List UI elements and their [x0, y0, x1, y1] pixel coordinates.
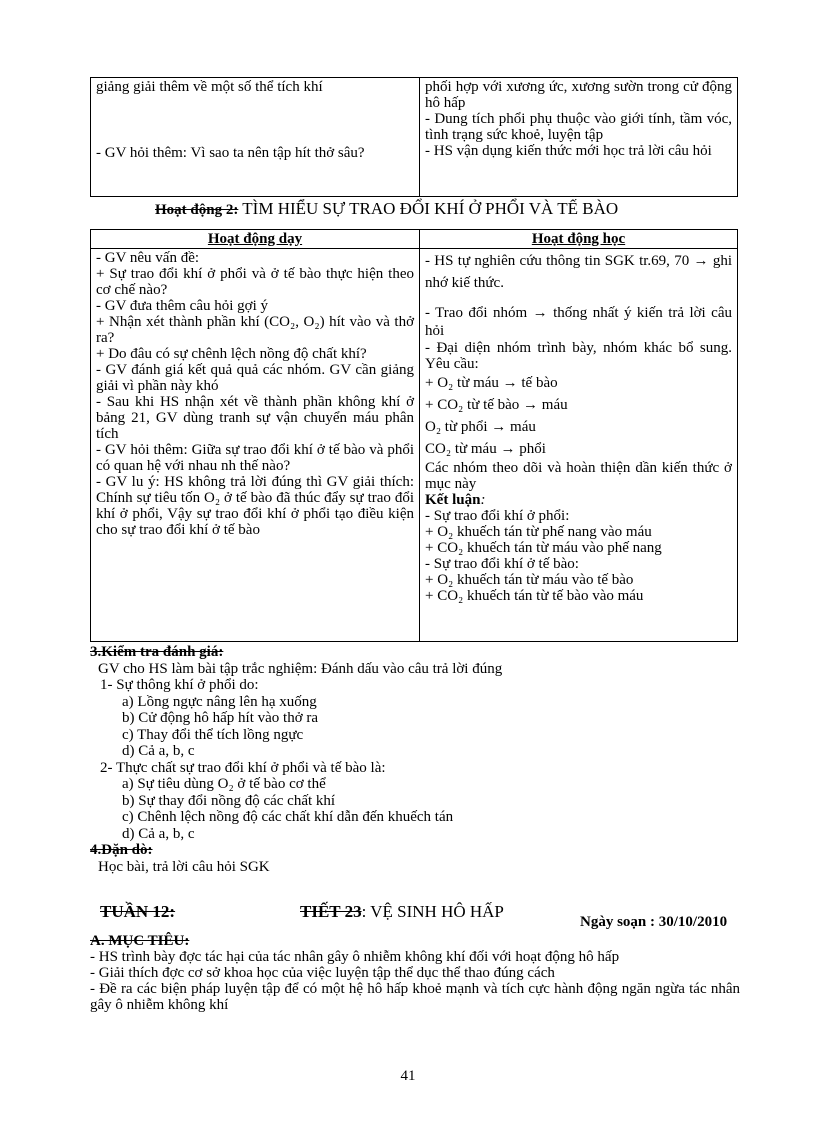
learn-line: - HS tự nghiên cứu thông tin SGK tr.69, 70 → ghi nhớ kiế thức.: [425, 253, 732, 291]
answer-option[interactable]: b) Cử động hô hấp hít vào thở ra: [122, 710, 319, 726]
text-line: giảng giải thêm về một số thể tích khí: [96, 79, 323, 95]
answer-option[interactable]: c) Thay đổi thể tích lồng ngực: [122, 726, 304, 743]
column-header-teach: Hoạt động dạy: [91, 230, 420, 249]
teach-line: + Sự trao đổi khí ở phổi và ở tế bào thực hiện theo cơ chế nào?: [96, 266, 414, 298]
learn-cell: [420, 249, 738, 642]
objective-item: - HS trình bày đợc tác hại của tác nhân gây ô nhiễm không khí đối với hoạt động hô hấp: [90, 949, 620, 965]
conclusion-line: - Sự trao đổi khí ở phổi:: [425, 508, 570, 524]
top-table-right-cell: [420, 78, 738, 197]
objective-item: - Đề ra các biện pháp luyện tập để có một hệ hô hấp khoẻ mạnh và tích cực hành động ngăn ngừa tác nhân gây ô nhiễm không khí: [90, 981, 740, 1013]
week-label: TUẦN 12:: [100, 902, 176, 921]
homework-text: Học bài, trả lời câu hỏi SGK: [98, 858, 270, 875]
top-table: [90, 77, 738, 197]
activity-table: [90, 229, 738, 642]
learn-line: - Đại diện nhóm trình bày, nhóm khác bổ sung. Yêu cầu:: [425, 340, 732, 372]
lesson-title-row: [300, 902, 504, 922]
text-line: phối hợp với xương ức, xương sườn trong cử động hô hấp: [425, 79, 732, 111]
teach-line: + Do đâu có sự chênh lệch nồng độ chất khí?: [96, 346, 367, 362]
conclusion-line: + O₂ khuếch tán từ máu vào tế bào: [425, 572, 634, 588]
text-line: - Dung tích phổi phụ thuộc vào giới tính, tầm vóc, tình trạng sức khoẻ, luyện tập: [425, 111, 732, 143]
page-number: 41: [400, 1068, 416, 1084]
conclusion-line: + O₂ khuếch tán từ phế nang vào máu: [425, 524, 652, 540]
teach-line: - GV đưa thêm câu hỏi gợi ý: [96, 298, 269, 314]
question-1: 1- Sự thông khí ở phổi do:: [100, 677, 259, 693]
flow-line: O₂ từ phổi → máu: [425, 419, 536, 435]
learn-line: Các nhóm theo dõi và hoàn thiện dần kiến thức ở mục này: [425, 460, 732, 492]
teach-line: + Nhận xét thành phần khí (CO₂, O₂) hít vào và thở ra?: [96, 314, 414, 346]
objectives-heading: A. MỤC TIÊU:: [90, 933, 190, 949]
conclusion-line: - Sự trao đổi khí ở tế bào:: [425, 556, 579, 572]
teach-cell: [91, 249, 420, 642]
prepared-date: Ngày soạn : 30/10/2010: [580, 914, 728, 930]
activity-heading: [155, 199, 618, 219]
assessment-intro: GV cho HS làm bài tập trắc nghiệm: Đánh dấu vào câu trả lời đúng: [98, 660, 503, 677]
conclusion-line: + CO₂ khuếch tán từ máu vào phế nang: [425, 540, 662, 556]
objective-item: - Giải thích đợc cơ sở khoa học của việc luyện tập thể dục thể thao đúng cách: [90, 965, 555, 981]
conclusion-label: Kết luận: [425, 492, 481, 508]
text-line: - GV hỏi thêm: Vì sao ta nên tập hít thở sâu?: [96, 145, 365, 161]
teach-line: - Sau khi HS nhận xét về thành phần không khí ở bảng 21, GV dùng tranh sự vận chuyển máu phân tích: [96, 394, 414, 442]
teach-line: - GV hỏi thêm: Giữa sự trao đổi khí ở tế bào và phổi có quan hệ với nhau nh thế nào?: [96, 442, 414, 474]
answer-option[interactable]: c) Chênh lệch nồng độ các chất khí dẫn đến khuếch tán: [122, 809, 454, 825]
teach-line: - GV đánh giá kết quả quả các nhóm. GV cần giảng giải vì phần này khó: [96, 362, 414, 394]
period-label: TIẾT 23: [300, 902, 362, 921]
activity-label: Hoạt động 2:: [155, 202, 239, 218]
conclusion-heading: Kết luận:: [425, 492, 486, 508]
top-table-left-cell: [91, 78, 420, 197]
learn-line: - Trao đổi nhóm → thống nhất ý kiến trả lời câu hỏi: [425, 305, 732, 339]
flow-line: CO₂ từ máu → phổi: [425, 441, 546, 457]
teach-line: - GV lu ý: HS không trả lời đúng thì GV giải thích: Chính sự tiêu tốn O₂ ở tế bào đã thúc đẩy sự trao đổi khí ở phổi, Vậy sự trao đổi khí ở phổi tạo điều kiện cho sự trao đổi khí ở tế bào: [96, 474, 414, 538]
lesson-title: : VỆ SINH HÔ HẤP: [361, 902, 504, 921]
answer-option[interactable]: b) Sự thay đổi nồng độ các chất khí: [122, 792, 336, 809]
conclusion-line: + CO₂ khuếch tán từ tế bào vào máu: [425, 588, 644, 604]
text-line: - HS vận dụng kiến thức mới học trả lời câu hỏi: [425, 143, 712, 159]
answer-option[interactable]: d) Cả a, b, c: [122, 825, 195, 842]
answer-option[interactable]: a) Lồng ngực nâng lên hạ xuống: [122, 693, 317, 710]
teach-line: - GV nêu vấn đề:: [96, 250, 200, 266]
answer-option[interactable]: a) Sự tiêu dùng O₂ ở tế bào cơ thể: [122, 776, 326, 792]
flow-line: + CO₂ từ tế bào → máu: [425, 397, 568, 413]
objectives-section: [90, 933, 740, 1013]
assessment-section: [90, 644, 740, 875]
column-header-learn: Hoạt động học: [420, 230, 738, 249]
homework-heading: 4.Dặn dò:: [90, 842, 153, 858]
flow-line: + O₂ từ máu → tế bào: [425, 375, 558, 391]
activity-title: TÌM HIỂU SỰ TRAO ĐỔI KHÍ Ở PHỔI VÀ TẾ BÀO: [242, 199, 619, 218]
answer-option[interactable]: d) Cả a, b, c: [122, 743, 195, 759]
question-2: 2- Thực chất sự trao đổi khí ở phổi và tế bào là:: [100, 759, 386, 776]
assessment-heading: 3.Kiểm tra đánh giá:: [90, 644, 224, 660]
